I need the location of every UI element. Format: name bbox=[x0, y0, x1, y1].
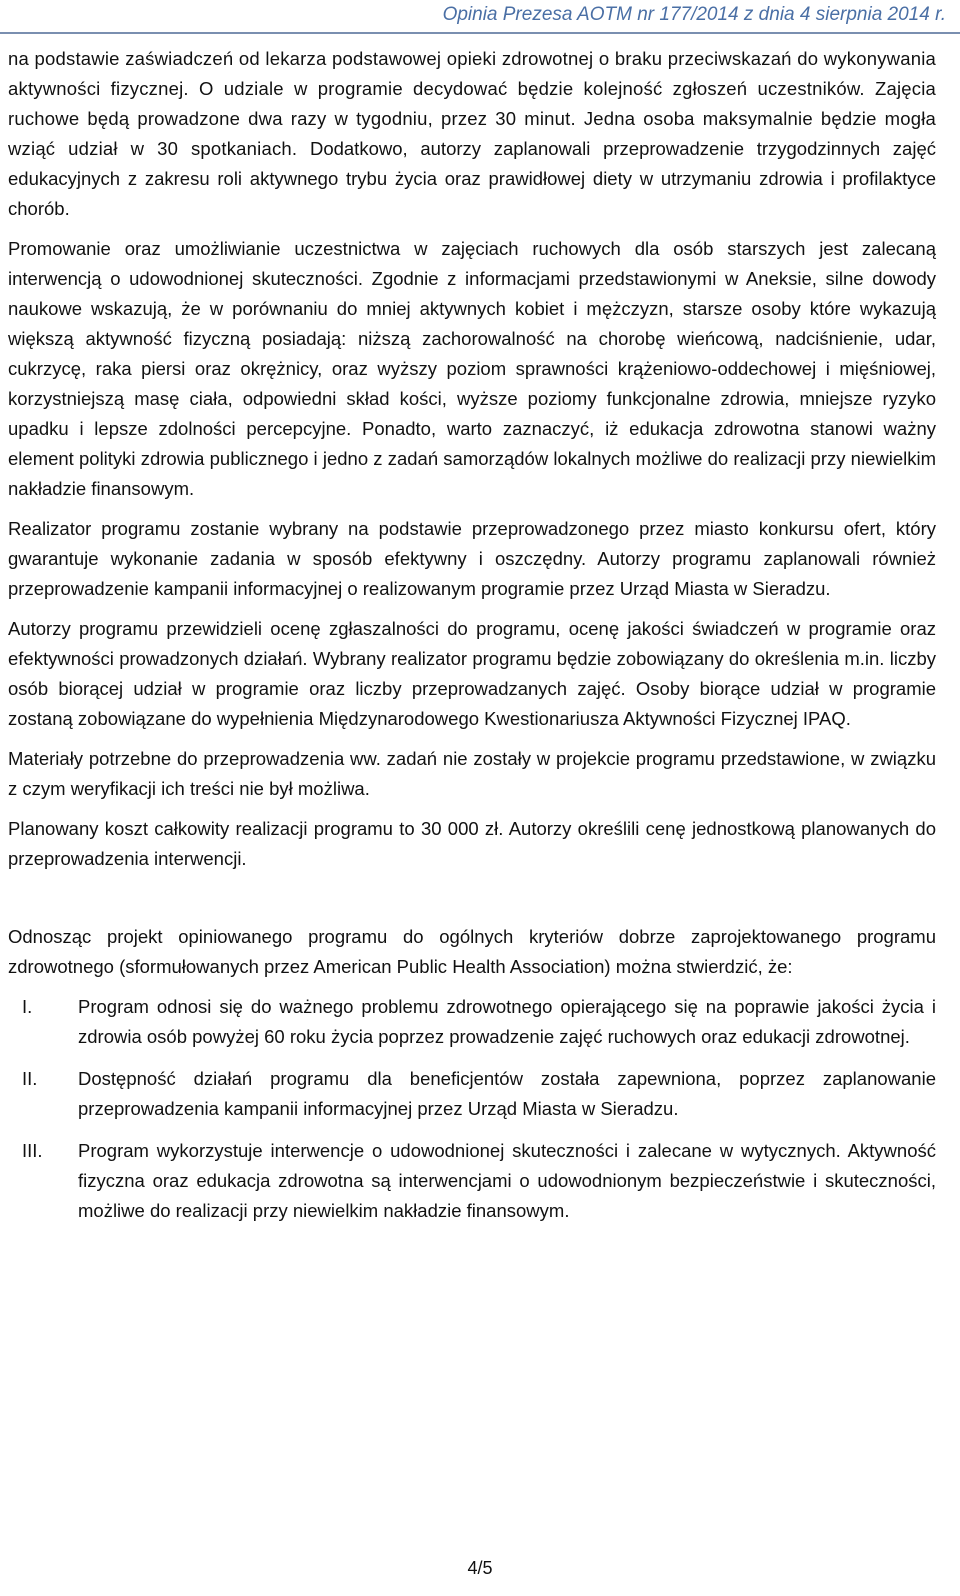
page-number: 4/5 bbox=[467, 1558, 493, 1578]
header-rule bbox=[0, 32, 960, 34]
list-item bbox=[8, 1064, 936, 1124]
document-body bbox=[8, 44, 936, 1238]
list-text: Program odnosi się do ważnego problemu zdrowotnego opierającego się na poprawie jakości życia i zdrowia osób powyżej 60 roku życia poprzez prowadzenie zajęć ruchowych oraz edukacji zdrowotnej. bbox=[78, 996, 936, 1047]
paragraph-evaluation: Autorzy programu przewidzieli ocenę zgłaszalności do programu, ocenę jakości świadczeń w programie oraz efektywności prowadzonych działań. Wybrany realizator programu będzie zobowiązany do określenia m.in. liczby osób biorącej udział w programie oraz liczby przeprowadzanych zajęć. Osoby biorące udział w programie zostaną zobowiązane do wypełnienia Międzynarodowego Kwestionariusza Aktywności Fizycznej IPAQ. bbox=[8, 618, 936, 729]
list-number: II. bbox=[22, 1068, 38, 1089]
paragraph-text: na podstawie zaświadczeń od lekarza podstawowej opieki zdrowotnej o braku przeciwskazań do wykonywania aktywności fizycznej. O udziale w programie decydować będzie kolejność zgłoszeń uczestników. Zajęcia ruchowe będą prowadzone dwa razy w tygodniu, przez 30 minut. Jedna osoba maksymalnie będzie mogła wziąć udział w 30 spotkaniach. bbox=[8, 48, 936, 159]
paragraph-cost: Planowany koszt całkowity realizacji programu to 30 000 zł. Autorzy określili cenę jednostkową planowanych do przeprowadzenia interwencji. bbox=[8, 818, 936, 869]
page-header: Opinia Prezesa AOTM nr 177/2014 z dnia 4 sierpnia 2014 r. bbox=[442, 4, 946, 25]
paragraph-program-description bbox=[8, 44, 936, 224]
list-text: Program wykorzystuje interwencje o udowodnionej skuteczności i zalecane w wytycznych. Aktywność fizyczna oraz edukacja zdrowotna są interwencjami o udowodnionym bezpieczeństwie i skuteczności, możliwe do realizacji przy niewielkim nakładzie finansowym. bbox=[78, 1140, 936, 1221]
paragraph-materials: Materiały potrzebne do przeprowadzenia ww. zadań nie zostały w projekcie programu przedstawione, w związku z czym weryfikacji ich treści nie był możliwa. bbox=[8, 748, 936, 799]
paragraph-evidence: Promowanie oraz umożliwianie uczestnictwa w zajęciach ruchowych dla osób starszych jest zalecaną interwencją o udowodnionej skuteczności. Zgodnie z informacjami przedstawionymi w Aneksie, silne dowody naukowe wskazują, że w porównaniu do mniej aktywnych kobiet i mężczyzn, starsze osoby które wykazują większą aktywność fizyczną posiadają: niższą zachorowalność na chorobę wieńcową, nadciśnienie, udar, cukrzycę, raka piersi oraz okrężnicy, oraz wyższy poziom sprawności krążeniowo-oddechowej i mięśniowej, korzystniejszą masę ciała, odpowiedni skład kości, wyższe poziomy funkcjonalne zdrowia, mniejsze ryzyko upadku i lepsze zdolności percepcyjne. Ponadto, warto zaznaczyć, iż edukacja zdrowotna stanowi ważny element polityki zdrowia publicznego i jedno z zadań samorządów lokalnych możliwe do realizacji przy niewielkim nakładzie finansowym. bbox=[8, 238, 936, 499]
paragraph-criteria-intro: Odnosząc projekt opiniowanego programu do ogólnych kryteriów dobrze zaprojektowanego programu zdrowotnego (sformułowanych przez American Public Health Association) można stwierdzić, że: bbox=[8, 926, 936, 977]
criteria-list bbox=[8, 992, 936, 1226]
list-number: I. bbox=[22, 996, 33, 1017]
list-text: Dostępność działań programu dla beneficjentów została zapewniona, poprzez zaplanowanie przeprowadzenia kampanii informacyjnej przez Urząd Miasta w Sieradzu. bbox=[78, 1068, 936, 1119]
list-item bbox=[8, 992, 936, 1052]
paragraph-realizator: Realizator programu zostanie wybrany na podstawie przeprowadzonego przez miasto konkursu ofert, który gwarantuje wykonanie zadania w sposób efektywny i oszczędny. Autorzy programu zaplanowali również przeprowadzenie kampanii informacyjnej o realizowanym programie przez Urząd Miasta w Sieradzu. bbox=[8, 518, 936, 599]
list-number: III. bbox=[22, 1140, 43, 1161]
list-item bbox=[8, 1136, 936, 1226]
paragraph-text: Dodatkowo, autorzy zaplanowali przeprowadzenie trzygodzinnych zajęć edukacyjnych z zakresu roli aktywnego trybu życia oraz prawidłowej diety w utrzymaniu zdrowia i profilaktyce chorób. bbox=[8, 138, 936, 219]
